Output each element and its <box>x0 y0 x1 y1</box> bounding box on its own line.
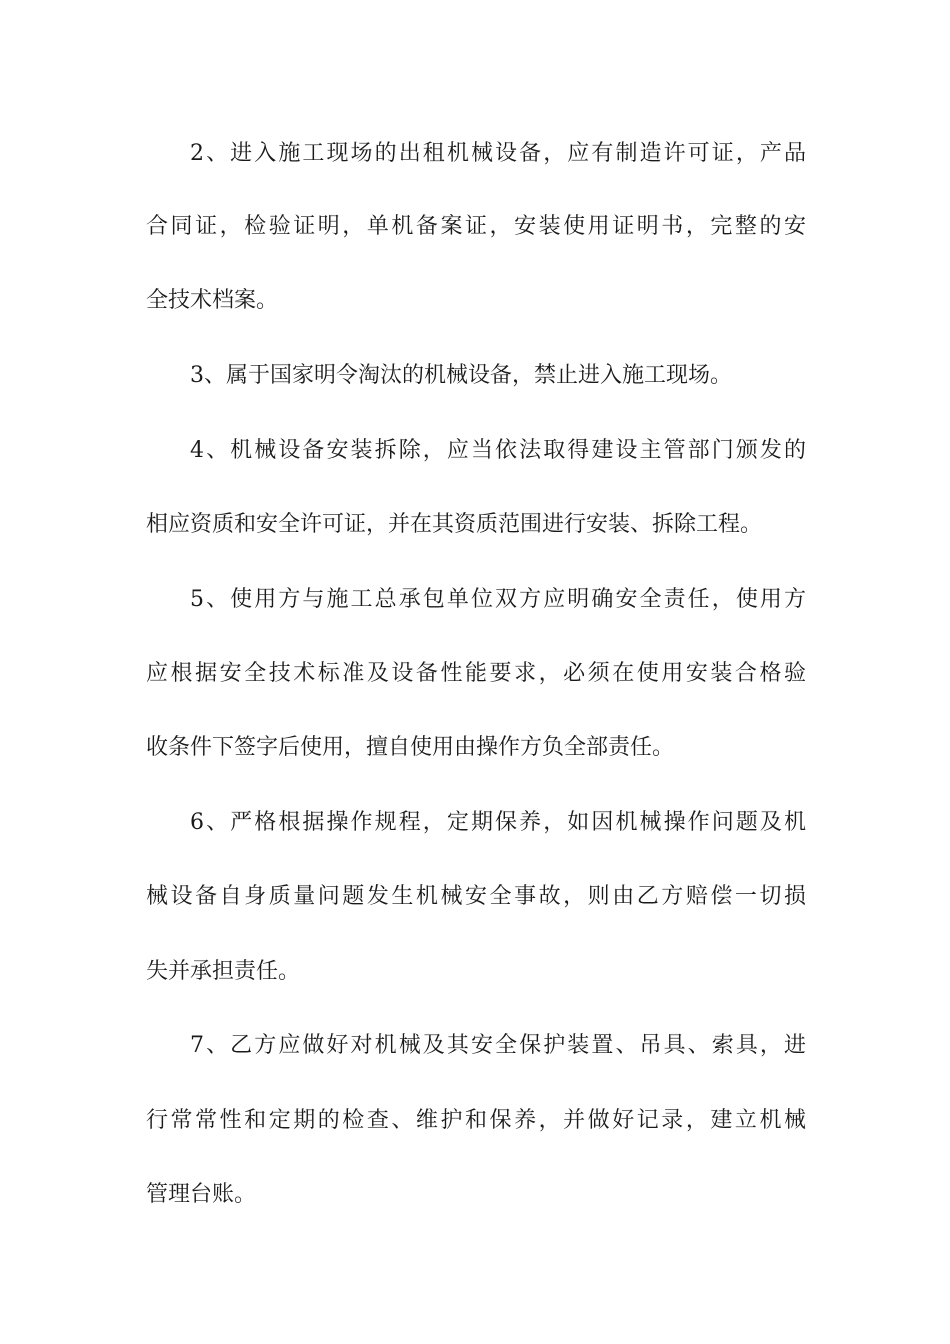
paragraph-2-line-2: 合同证，检验证明，单机备案证，安装使用证明书，完整的安 <box>146 214 806 239</box>
paragraph-6-line-2: 械设备自身质量问题发生机械安全事故，则由乙方赔偿一切损 <box>146 884 806 909</box>
paragraph-7-line-1: 7、乙方应做好对机械及其安全保护装置、吊具、索具，进 <box>190 1033 806 1058</box>
paragraph-6-line-1: 6、严格根据操作规程，定期保养，如因机械操作问题及机 <box>190 810 806 835</box>
paragraph-7-line-3: 管理台账。 <box>146 1182 257 1207</box>
paragraph-2-line-3: 全技术档案。 <box>146 288 279 313</box>
paragraph-7-line-2: 行常常性和定期的检查、维护和保养，并做好记录，建立机械 <box>146 1108 806 1133</box>
paragraph-3-line-1: 3、属于国家明令淘汰的机械设备，禁止进入施工现场。 <box>190 363 732 388</box>
paragraph-6-line-3: 失并承担责任。 <box>146 959 301 984</box>
paragraph-5-line-1: 5、使用方与施工总承包单位双方应明确安全责任，使用方 <box>190 587 806 612</box>
paragraph-4-line-2: 相应资质和安全许可证，并在其资质范围进行安装、拆除工程。 <box>146 512 763 537</box>
paragraph-4-line-1: 4、机械设备安装拆除，应当依法取得建设主管部门颁发的 <box>190 438 806 463</box>
paragraph-5-line-3: 收条件下签字后使用，擅自使用由操作方负全部责任。 <box>146 735 675 760</box>
paragraph-5-line-2: 应根据安全技术标准及设备性能要求，必须在使用安装合格验 <box>146 661 806 686</box>
paragraph-2-line-1: 2、进入施工现场的出租机械设备，应有制造许可证，产品 <box>190 141 806 166</box>
